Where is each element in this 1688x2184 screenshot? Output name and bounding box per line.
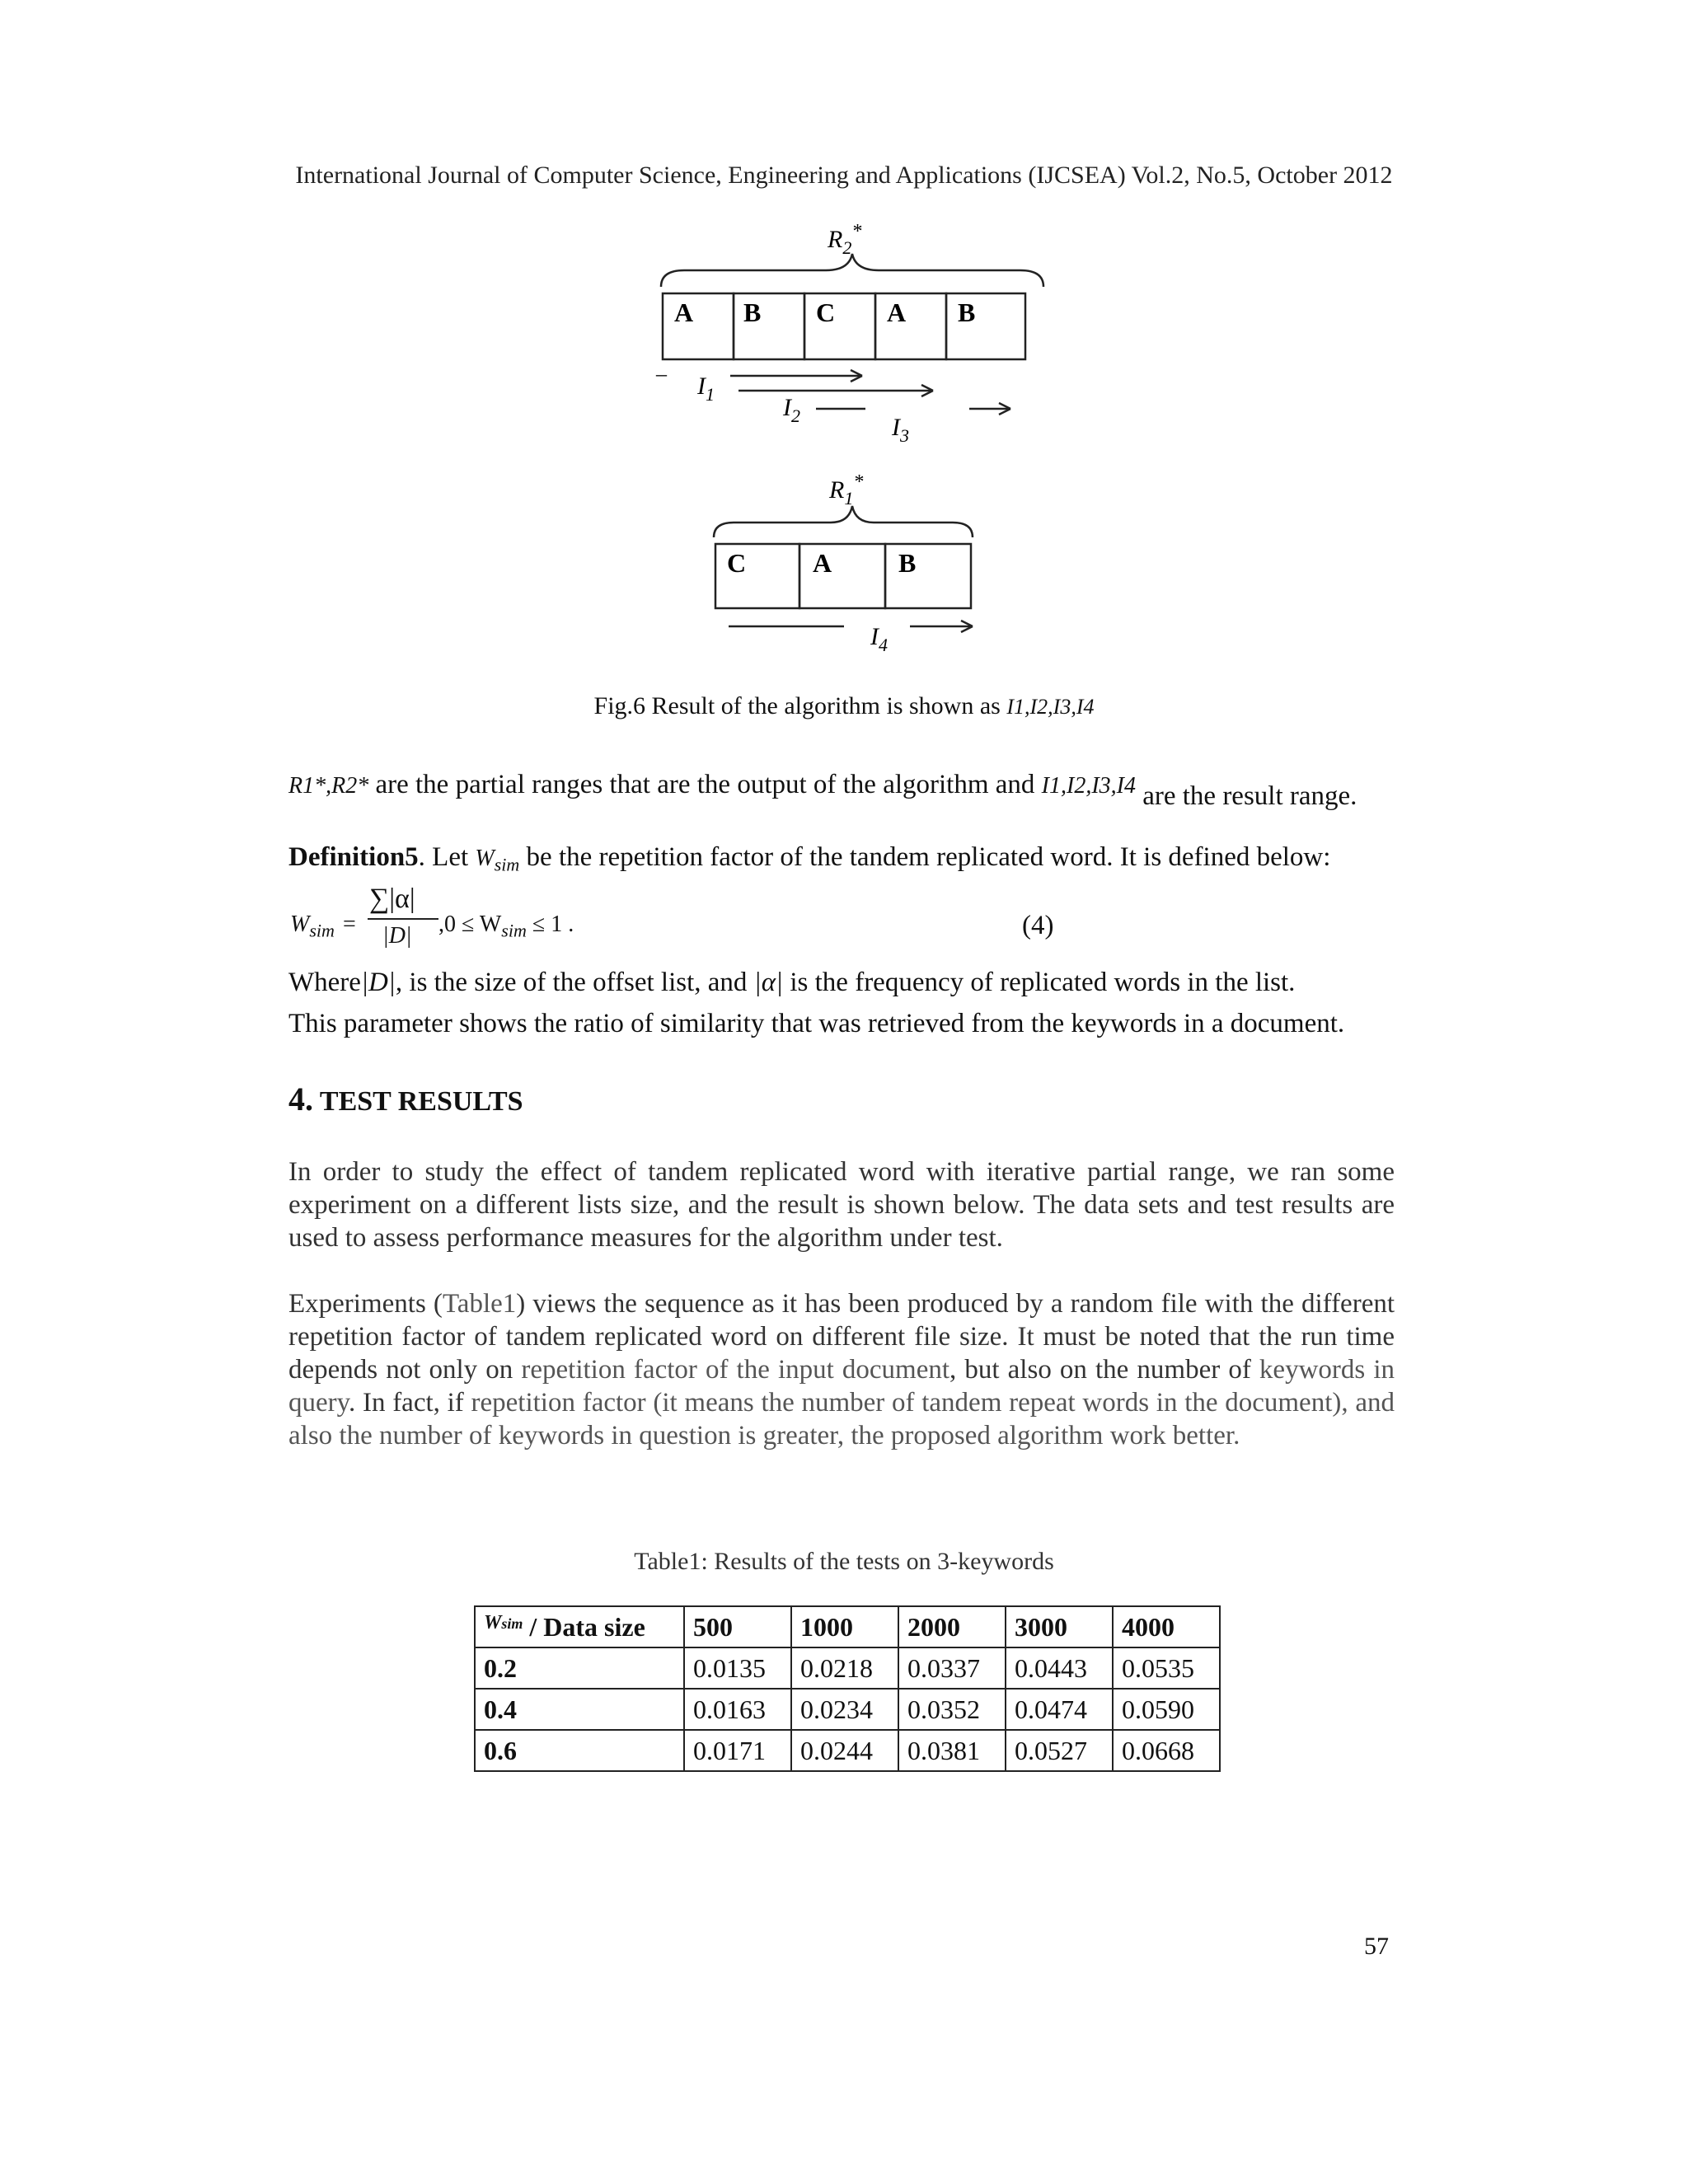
eq-numerator: ∑|α|: [369, 883, 415, 914]
eq-denominator: |D|: [382, 923, 412, 949]
where-d: |D|: [360, 968, 396, 997]
table-cell: 0.0337: [898, 1647, 1006, 1689]
where-t2: , is the size of the offset list, and: [395, 968, 748, 997]
top-cell-4: A: [887, 298, 907, 327]
table-cell: 0.0352: [898, 1689, 1006, 1730]
equation-number: (4): [1022, 911, 1054, 940]
eq-equals: =: [343, 912, 356, 937]
column-header: 4000: [1113, 1606, 1220, 1647]
table-header-row: [475, 1606, 1220, 1647]
i-list-math: I1,I2,I3,I4: [1041, 773, 1136, 799]
table-row: [475, 1730, 1220, 1771]
table-cell: 0.0163: [684, 1689, 791, 1730]
partial-ranges-line: [288, 768, 1395, 811]
top-cell-3: C: [816, 298, 836, 327]
eq-fraction-bar: [368, 918, 438, 920]
wsim-sub: sim: [494, 854, 520, 875]
eq-condition: ,0 ≤ W: [438, 912, 502, 937]
table-cell: 0.0535: [1113, 1647, 1220, 1689]
paragraph-1: In order to study the effect of tandem replicated word with iterative partial range, we ran some experiment on a different lists size, and the result is shown below. The data sets and test results are used to assess performance measures for the algorithm under test.: [288, 1157, 1395, 1253]
running-header: International Journal of Computer Science, Engineering and Applications (IJCSEA) Vol.2, No.5, October 2012: [295, 162, 1393, 189]
r2-star-label: $R_2^*$: [828, 221, 862, 258]
para2-part-6: keywords in query: [288, 1355, 1395, 1418]
bottom-cell-row: [715, 544, 971, 608]
i4-label: $I_4$: [870, 623, 888, 655]
i3-arrow: [969, 403, 1010, 415]
results-table: [474, 1605, 1221, 1772]
para2-part-8: repetition factor (it means the number of tandem repeat words in the document), and also the number of keywords in question is greater, the proposed algorithm work better.: [288, 1388, 1395, 1451]
column-header: 1000: [791, 1606, 898, 1647]
definition-text-2: be the repetition factor of the tandem replicated word. It is defined below:: [526, 842, 1331, 872]
top-cell-1: A: [674, 298, 694, 327]
eq-condition-2: ≤ 1 .: [526, 912, 574, 937]
i2-label: $I_2$: [783, 394, 800, 426]
i4-arrow: [910, 621, 973, 632]
para2-part-3: ) views the sequence as it has been produced by a random file with the different repetition factor of tandem replicated word on different file size. It must be noted that the run time depends not only on: [288, 1289, 1395, 1385]
i3-label: $I_3$: [892, 414, 909, 446]
paragraph-2: [288, 1287, 1395, 1452]
table-cell: 0.0381: [898, 1730, 1006, 1771]
top-cell-5: B: [958, 298, 976, 327]
table-cell: 0.0474: [1006, 1689, 1113, 1730]
where-line: [288, 966, 1295, 999]
table-cell: 0.0527: [1006, 1730, 1113, 1771]
table-corner-cell: [475, 1606, 684, 1647]
where-t3: is the frequency of replicated words in the list.: [790, 968, 1296, 997]
column-header: 3000: [1006, 1606, 1113, 1647]
figure-6-diagram: [0, 0, 1688, 676]
para2-part-4: repetition factor of the input document: [521, 1355, 950, 1385]
parameter-line: This parameter shows the ratio of similarity that was retrieved from the keywords in a document.: [288, 1009, 1345, 1038]
bottom-cell-3: B: [898, 548, 917, 578]
corner-w: W: [484, 1611, 502, 1633]
table-caption: Table1: Results of the tests on 3-keywords: [634, 1548, 1054, 1575]
table-cell: 0.0135: [684, 1647, 791, 1689]
r-stars-math: R1*,R2*: [288, 773, 369, 799]
row-label: 0.2: [475, 1647, 684, 1689]
para2-table-ref: Table1: [442, 1289, 517, 1319]
i1-arrow: [730, 370, 862, 382]
table-cell: 0.0590: [1113, 1689, 1220, 1730]
column-header: 2000: [898, 1606, 1006, 1647]
section-number: 4.: [288, 1080, 313, 1118]
i2-arrow: [738, 385, 933, 396]
caption-math: I1,I2,I3,I4: [1006, 695, 1095, 719]
top-brace: [661, 254, 1043, 287]
top-cell-row: [663, 293, 1025, 359]
wsim-var: W: [475, 846, 495, 871]
table-cell: 0.0443: [1006, 1647, 1113, 1689]
definition-5: [288, 842, 1330, 876]
eq-lhs: W: [290, 912, 310, 937]
r1-star-label: $R_1^*$: [829, 471, 864, 509]
eq-condition-sub: sim: [501, 920, 527, 941]
table-cell: 0.0218: [791, 1647, 898, 1689]
corner-sub: sim: [501, 1615, 523, 1632]
where-alpha: |α|: [753, 968, 784, 997]
partial-text-2: are the result range.: [1142, 781, 1357, 811]
column-header: 500: [684, 1606, 791, 1647]
table-cell: 0.0668: [1113, 1730, 1220, 1771]
para2-part-7: . In fact, if: [349, 1388, 471, 1418]
eq-lhs-sub: sim: [309, 920, 335, 941]
corner-text: / Data size: [523, 1611, 645, 1642]
bottom-cell-1: C: [727, 548, 747, 578]
section-title: TEST RESULTS: [319, 1086, 523, 1117]
table-row: [475, 1647, 1220, 1689]
top-cell-2: B: [743, 298, 762, 327]
row-label: 0.6: [475, 1730, 684, 1771]
partial-text-1: are the partial ranges that are the output of the algorithm and: [375, 770, 1035, 799]
para2-part-5: , but also on the number of: [950, 1355, 1259, 1385]
definition-label: Definition5: [288, 842, 419, 872]
bottom-brace: [714, 506, 973, 537]
section-heading: [288, 1080, 523, 1118]
equation-4: [290, 883, 1032, 958]
table-cell: 0.0171: [684, 1730, 791, 1771]
row-label: 0.4: [475, 1689, 684, 1730]
definition-text-1: . Let: [418, 842, 469, 872]
caption-text: Fig.6 Result of the algorithm is shown as: [593, 692, 1001, 719]
dash-mark: –: [656, 362, 667, 386]
figure-caption: [0, 692, 1688, 720]
table-cell: 0.0244: [791, 1730, 898, 1771]
table-cell: 0.0234: [791, 1689, 898, 1730]
para2-part-1: Experiments (: [288, 1289, 443, 1319]
table-row: [475, 1689, 1220, 1730]
bottom-cell-2: A: [813, 548, 832, 578]
where-t1: Where: [288, 968, 361, 997]
page-number: 57: [1364, 1933, 1389, 1960]
i1-label: $I_1$: [697, 373, 715, 405]
